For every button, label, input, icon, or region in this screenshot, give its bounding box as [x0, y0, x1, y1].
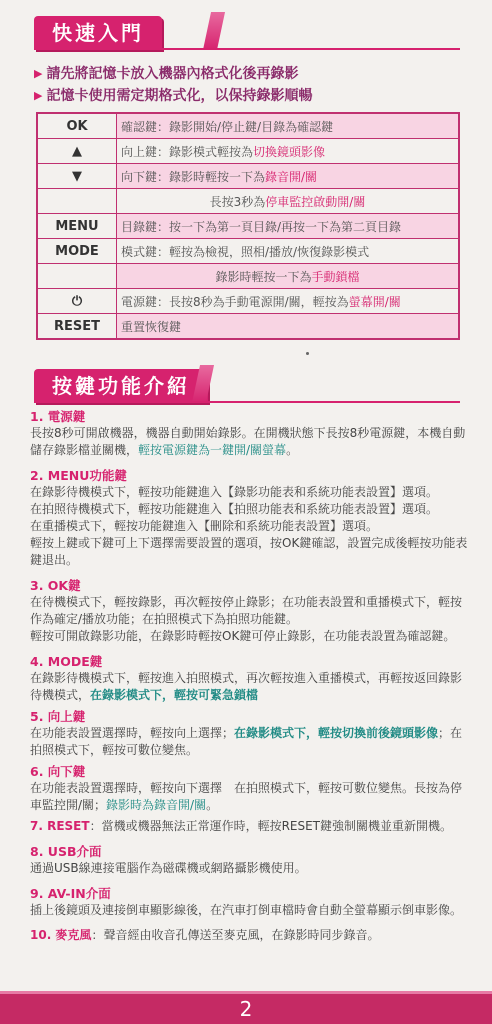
table-row [37, 239, 459, 264]
key-description: 目錄鍵：按一下為第一頁目錄/再按一下為第二頁目錄 [117, 214, 460, 239]
table-row [37, 113, 459, 139]
table-row [37, 189, 459, 214]
table-row [37, 139, 459, 164]
list-item: 4. MODE鍵 在錄影待機模式下，輕按進入拍照模式，再次輕按進入重播模式，再輕按返回錄影待機模式，在錄影模式下，輕按可緊急鎖檔 [30, 654, 463, 702]
key-description: 重置恢復鍵 [117, 314, 460, 340]
triangle-right-icon: ▶ [34, 89, 43, 102]
quick-start-bullets [34, 63, 464, 107]
key-description: 向下鍵：錄影時輕按一下為錄音開/關 [117, 164, 460, 189]
bullet-item: ▶ 請先將記憶卡放入機器內格式化後再錄影 [34, 63, 464, 85]
key-description: 向上鍵：錄影模式輕按為切換鏡頭影像 [117, 139, 460, 164]
table-row [37, 164, 459, 189]
key-description: 模式鍵：輕按為檢視，照相/播放/恢復錄影模式 [117, 239, 460, 264]
table-row [37, 314, 459, 340]
key-description: 長按3秒為停車監控啟動開/關 [117, 189, 460, 214]
table-row [37, 264, 459, 289]
table-row [37, 214, 459, 239]
table-row [37, 289, 459, 314]
list-item: 9. AV-IN介面 插上後鏡頭及連接倒車顯影線後，在汽車打倒車檔時會自動全螢幕顯示倒車影像。 [30, 886, 463, 917]
list-item: 8. USB介面 通過USB線連接電腦作為磁碟機或網路攝影機使用。 [30, 844, 307, 875]
key-function-list [30, 408, 468, 948]
triangle-right-icon: ▶ [34, 67, 43, 80]
decorative-dot [306, 352, 309, 355]
list-item: 2. MENU功能鍵 在錄影待機模式下，輕按功能鍵進入【錄影功能表和系統功能表設置】選項。 在拍照待機模式下，輕按功能鍵進入【拍照功能表和系統功能表設置】選項。 在重播模式下，輕按功能鍵進入【刪除和系統功能表設置】選項。 輕按上鍵或下鍵可上下選擇需要設置的選項，按OK鍵確認，設置完成後輕按功能表鍵退出。 [30, 468, 468, 567]
key-description: 確認鍵：錄影開始/停止鍵/目錄為確認鍵 [117, 113, 460, 139]
section-divider [34, 401, 460, 403]
key-name: MODE [37, 239, 117, 264]
key-name: RESET [37, 314, 117, 340]
key-name: MENU [37, 214, 117, 239]
key-name: ▲ [37, 139, 117, 164]
power-icon: ⏻ [37, 289, 117, 314]
key-name [37, 264, 117, 289]
list-item: 6. 向下鍵 在功能表設置選擇時，輕按向下選擇 在拍照模式下，輕按可數位變焦。長按為停車監控開/關；錄影時為錄音開/關。 [30, 764, 463, 812]
page-footer [0, 991, 492, 1024]
list-item: 7. RESET：當機或機器無法正常運作時，輕按RESET鍵強制關機並重新開機。 [30, 819, 453, 833]
section-divider [34, 48, 460, 50]
bullet-item: ▶ 記憶卡使用需定期格式化，以保持錄影順暢 [34, 85, 464, 107]
tab-decoration [203, 12, 225, 50]
list-item: 5. 向上鍵 在功能表設置選擇時，輕按向上選擇；在錄影模式下，輕按切換前後鏡頭影像；在拍照模式下，輕按可數位變焦。 [30, 709, 463, 757]
list-item: 10. 麥克風：聲音經由收音孔傳送至麥克風，在錄影時同步錄音。 [30, 928, 380, 942]
page-number: 2 [239, 997, 253, 1021]
key-description: 錄影時輕按一下為手動鎖檔 [117, 264, 460, 289]
section-title-key-functions: 按鍵功能介紹 [34, 369, 208, 403]
key-description: 電源鍵：長按8秒為手動電源開/關，輕按為螢幕開/關 [117, 289, 460, 314]
key-name: ▼ [37, 164, 117, 189]
key-name: OK [37, 113, 117, 139]
key-function-table [36, 112, 460, 340]
list-item: 1. 電源鍵 長按8秒可開啟機器，機器自動開始錄影。在開機狀態下長按8秒電源鍵，本機自動儲存錄影檔並關機，輕按電源鍵為一鍵開/關螢幕。 [30, 409, 466, 457]
list-item: 3. OK鍵 在待機模式下，輕按錄影，再次輕按停止錄影；在功能表設置和重播模式下，輕按作為確定/播放功能；在拍照模式下為拍照功能鍵。 輕按可開啟錄影功能，在錄影時輕按OK鍵可停止錄影，在功能表設置為確認鍵。 [30, 578, 463, 643]
section-title-quick-start: 快速入門 [34, 16, 162, 50]
key-name [37, 189, 117, 214]
